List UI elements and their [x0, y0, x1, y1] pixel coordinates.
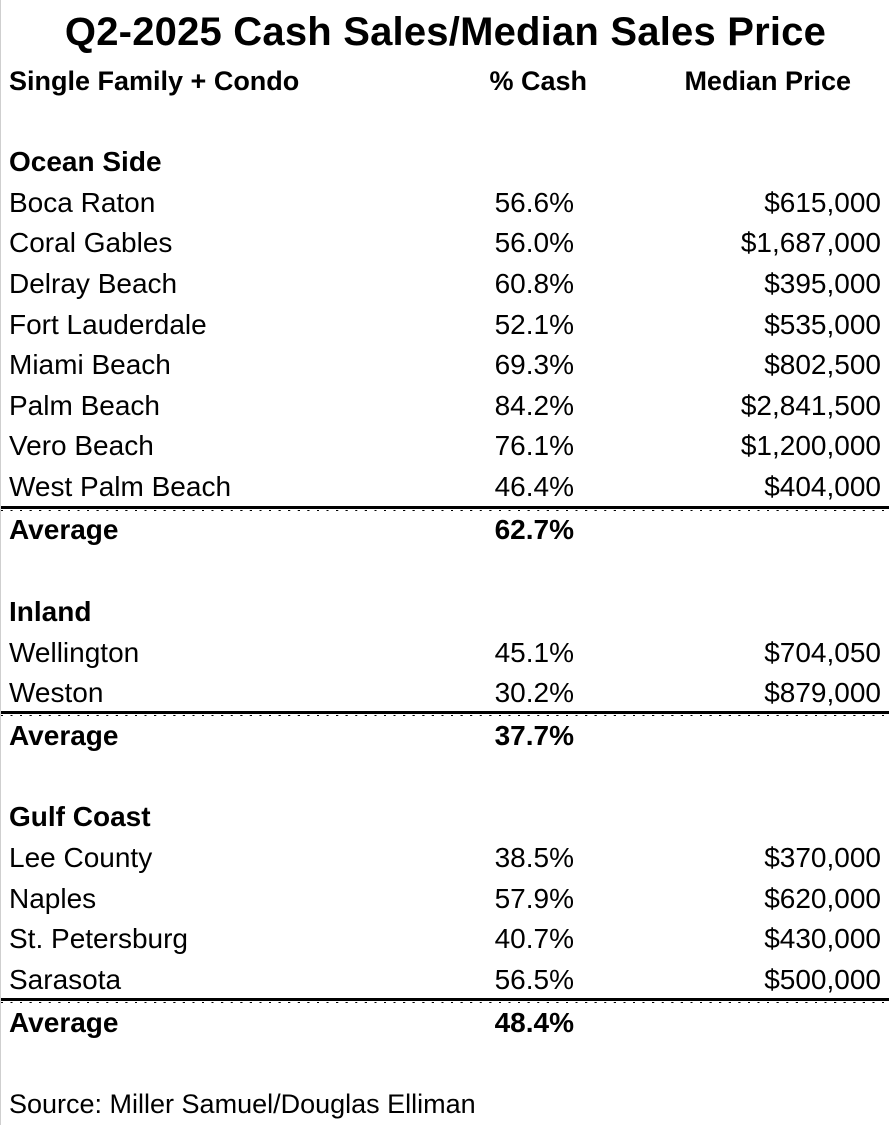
city-cell: Naples — [9, 883, 97, 914]
average-value: 62.7% — [494, 514, 574, 545]
source-note: Source: Miller Samuel/Douglas Elliman — [9, 1089, 476, 1119]
average-row-ocean-side — [1, 510, 889, 550]
table-row — [1, 879, 889, 919]
price-cell: $802,500 — [764, 349, 881, 380]
average-label: Average — [9, 514, 119, 545]
table-row — [1, 838, 889, 878]
category-header: Single Family + Condo — [9, 66, 300, 96]
cash-cell: 38.5% — [494, 842, 574, 873]
city-cell: West Palm Beach — [9, 471, 232, 502]
table-row — [1, 386, 889, 426]
cash-cell: 40.7% — [494, 923, 574, 954]
cash-cell: 56.0% — [494, 227, 574, 258]
section-heading-label: Gulf Coast — [9, 801, 151, 832]
price-cell: $500,000 — [764, 964, 881, 995]
price-cell: $2,841,500 — [740, 390, 881, 421]
cash-cell: 46.4% — [494, 471, 574, 502]
price-cell: $620,000 — [764, 883, 881, 914]
average-value: 37.7% — [494, 720, 574, 751]
city-cell: Weston — [9, 677, 104, 708]
price-column-header: Median Price — [684, 66, 851, 96]
city-cell: Boca Raton — [9, 187, 156, 218]
average-value: 48.4% — [494, 1007, 574, 1038]
section-heading-label: Inland — [9, 596, 92, 627]
section-heading-inland — [1, 592, 889, 632]
city-cell: Wellington — [9, 637, 140, 668]
city-cell: Fort Lauderdale — [9, 309, 207, 340]
price-cell: $879,000 — [764, 677, 881, 708]
table-row — [1, 673, 889, 713]
price-cell: $615,000 — [764, 187, 881, 218]
price-cell: $430,000 — [764, 923, 881, 954]
average-row-inland — [1, 716, 889, 756]
city-cell: Vero Beach — [9, 430, 154, 461]
price-cell: $1,687,000 — [740, 227, 881, 258]
price-cell: $370,000 — [764, 842, 881, 873]
price-cell: $704,050 — [764, 637, 881, 668]
average-label: Average — [9, 720, 119, 751]
city-cell: Coral Gables — [9, 227, 173, 258]
cash-column-header: % Cash — [489, 66, 587, 96]
cash-cell: 30.2% — [494, 677, 574, 708]
price-cell: $395,000 — [764, 268, 881, 299]
cash-cell: 57.9% — [494, 883, 574, 914]
table-row — [1, 305, 889, 345]
average-row-gulf-coast — [1, 1003, 889, 1043]
city-cell: Delray Beach — [9, 268, 178, 299]
cash-cell: 52.1% — [494, 309, 574, 340]
table-row — [1, 183, 889, 223]
cash-cell: 56.6% — [494, 187, 574, 218]
table-row — [1, 633, 889, 673]
city-cell: Miami Beach — [9, 349, 171, 380]
price-cell: $535,000 — [764, 309, 881, 340]
city-cell: St. Petersburg — [9, 923, 188, 954]
price-cell: $404,000 — [764, 471, 881, 502]
table-row — [1, 960, 889, 1000]
average-label: Average — [9, 1007, 119, 1038]
section-heading-gulf-coast — [1, 797, 889, 837]
cash-cell: 60.8% — [494, 268, 574, 299]
table-row — [1, 345, 889, 385]
cash-cell: 56.5% — [494, 964, 574, 995]
table-row — [1, 426, 889, 466]
section-heading-label: Ocean Side — [9, 146, 162, 177]
cash-cell: 76.1% — [494, 430, 574, 461]
cash-cell: 45.1% — [494, 637, 574, 668]
section-heading-ocean-side — [1, 142, 889, 182]
cash-cell: 84.2% — [494, 390, 574, 421]
table-row — [1, 223, 889, 263]
table-row — [1, 264, 889, 304]
city-cell: Sarasota — [9, 964, 122, 995]
cash-cell: 69.3% — [494, 349, 574, 380]
table-row — [1, 467, 889, 507]
city-cell: Lee County — [9, 842, 153, 873]
table-row — [1, 919, 889, 959]
city-cell: Palm Beach — [9, 390, 160, 421]
page-title: Q2-2025 Cash Sales/Median Sales Price — [64, 10, 827, 54]
column-header-row — [1, 61, 889, 101]
price-cell: $1,200,000 — [740, 430, 881, 461]
